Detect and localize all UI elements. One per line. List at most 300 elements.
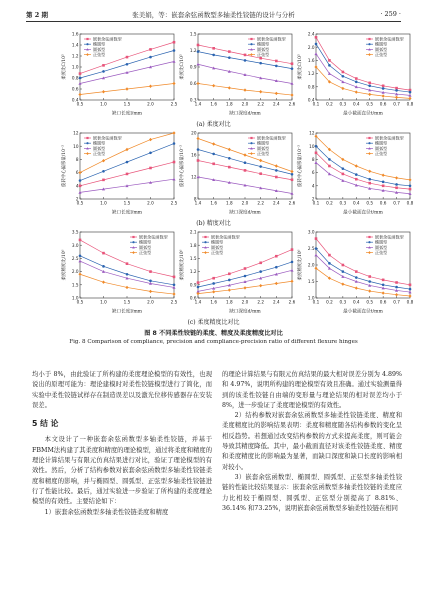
x-tick-label: 0.3	[339, 101, 347, 107]
data-point	[291, 62, 294, 65]
data-point	[382, 87, 385, 90]
y-tick-label: 3.5	[71, 229, 79, 235]
data-point	[275, 164, 278, 167]
data-point	[243, 153, 246, 156]
data-point	[315, 145, 318, 148]
y-tick-label: 2.0	[307, 262, 315, 268]
x-tick-label: 1.4	[194, 200, 202, 206]
data-point	[382, 174, 385, 177]
paragraph: 3）嵌套余弦函数型、椭圆型、圆弧型、正弦型多轴柔性铰链的性能比较结果显示：嵌套余弦函数型多轴柔性铰链的柔度应力比相较于椭圆型、圆弧型、正弦型分别提高了 8.81%、36.14% 和73.25%，说明嵌套余弦函数型多轴柔性铰链在相同	[222, 473, 402, 512]
data-point	[149, 56, 152, 59]
data-point	[315, 247, 318, 250]
legend-label: 圆弧型	[257, 145, 270, 151]
x-tick-label: 2.5	[170, 299, 178, 305]
figure-caption-zh: 图 8 不同柔性铰链的柔度、精度及柔度精度比对比	[144, 330, 283, 337]
y-axis-label: 柔度比C/10³	[298, 54, 303, 80]
x-tick-label: 1.5	[123, 101, 131, 107]
legend-label: 椭圆型	[375, 41, 388, 47]
legend-marker	[132, 241, 134, 243]
data-point	[315, 237, 318, 240]
data-point	[355, 173, 358, 176]
data-point	[126, 161, 129, 164]
y-tick-label: 4	[75, 183, 79, 189]
data-point	[368, 85, 371, 88]
legend-label: 椭圆型	[93, 41, 106, 47]
legend-marker	[368, 137, 370, 139]
data-point	[382, 291, 385, 294]
data-point	[212, 84, 215, 87]
legend-marker	[250, 137, 252, 139]
y-axis-label: 柔度精度比/10⁶	[62, 249, 67, 281]
legend-label: 圆弧型	[93, 46, 106, 52]
data-point	[368, 170, 371, 173]
y-tick-label: 10	[309, 143, 315, 149]
data-point	[409, 284, 412, 287]
data-point	[342, 264, 345, 267]
data-point	[328, 59, 331, 62]
y-tick-label: 1.8	[189, 242, 197, 248]
legend-label: 正弦型	[139, 250, 152, 256]
data-point	[228, 56, 231, 59]
data-point	[197, 286, 200, 289]
data-point	[78, 259, 81, 262]
data-point	[409, 185, 412, 188]
x-tick-label: 0.5	[76, 299, 84, 305]
data-point	[102, 64, 105, 67]
data-point	[395, 89, 398, 92]
data-point	[172, 60, 175, 63]
data-point	[341, 282, 344, 285]
data-point	[315, 43, 318, 46]
x-tick-label: 0.1	[312, 101, 320, 107]
data-point	[228, 148, 231, 151]
data-point	[228, 288, 231, 291]
y-tick-label: 12	[73, 130, 79, 136]
x-tick-label: 0.1	[312, 200, 320, 206]
data-point	[212, 282, 215, 285]
data-point	[126, 63, 129, 66]
chart-a3	[296, 30, 414, 118]
data-point	[275, 255, 278, 258]
x-axis-label: 缺口深度d/mm	[229, 309, 261, 315]
data-point	[102, 252, 105, 255]
x-tick-label: 0.8	[406, 299, 414, 305]
legend-label: 圆弧型	[211, 244, 224, 250]
data-point	[290, 93, 293, 96]
data-point	[228, 273, 231, 276]
paragraph: 均小于 8%，由此验证了所构建的柔度理论模型的有效性，也现说出的原理可能为：理论建模时对柔性铰链模型进行了简化，而实验中柔性铰链试样存在制造误差以及激光位移传感器存在安装误差。	[32, 371, 212, 409]
y-tick-label: 0.9	[189, 64, 197, 70]
data-point	[149, 138, 152, 141]
legend-label: 嵌套余弦函数型	[375, 234, 404, 240]
data-point	[102, 179, 105, 182]
data-point	[342, 75, 345, 78]
x-tick-label: 1.0	[100, 101, 107, 107]
data-point	[275, 169, 278, 172]
data-point	[408, 178, 411, 181]
legend-label: 椭圆型	[375, 140, 388, 146]
plot-frame	[198, 133, 292, 199]
data-point	[291, 248, 294, 251]
data-point	[149, 270, 152, 273]
data-point	[126, 173, 129, 176]
data-point	[395, 96, 398, 99]
y-tick-label: 1.4	[71, 42, 79, 48]
y-tick-label: 3.0	[71, 242, 79, 248]
x-tick-label: 2.5	[170, 101, 178, 107]
y-axis-label: 旋转中心偏移量/10⁻³	[180, 145, 185, 187]
data-point	[275, 60, 278, 63]
data-point	[212, 153, 215, 156]
x-axis-label: 最小截面直径t/mm	[343, 111, 383, 117]
data-point	[368, 178, 371, 181]
legend-label: 圆弧型	[375, 145, 388, 151]
page-number: · 259 ·	[380, 10, 401, 18]
x-axis-label: 缺口长度l/mm	[111, 111, 143, 117]
legend-label: 正弦型	[375, 52, 388, 58]
data-point	[75, 170, 81, 176]
chart-b1	[60, 129, 178, 217]
y-tick-label: 8	[311, 157, 315, 162]
data-point	[355, 90, 358, 93]
legend-marker	[368, 236, 370, 238]
data-point	[382, 94, 385, 97]
legend-label: 嵌套余弦函数型	[139, 234, 168, 240]
chart-b2	[178, 129, 296, 217]
x-tick-label: 2.0	[147, 200, 154, 206]
x-tick-label: 2.4	[272, 200, 280, 206]
data-point	[78, 93, 81, 96]
x-tick-label: 0.6	[379, 200, 387, 206]
legend-marker	[86, 142, 88, 144]
data-point	[228, 50, 231, 53]
section-heading: 5 结 论	[32, 419, 59, 429]
x-axis-label: 缺口长度l/mm	[111, 210, 143, 216]
x-tick-label: 2.5	[170, 200, 178, 206]
data-point	[244, 54, 247, 57]
data-point	[149, 85, 152, 88]
x-tick-label: 2.0	[147, 101, 154, 107]
x-tick-label: 2.6	[288, 200, 296, 206]
y-tick-label: 1.0	[71, 64, 79, 70]
data-point	[244, 59, 247, 62]
header-rule	[26, 21, 401, 22]
right-column	[222, 370, 402, 514]
paragraph: 的理论计算结果与有限元仿真结果的最大相对误差分别为 4.89% 和 4.97%，说明所构建的理论模型有效且准确。通过实验测量得到的该柔性铰链自由端的变形量与理论结果的相对误差均小于 8%，进一步验证了柔度理论模型的有效性。	[222, 371, 402, 409]
y-tick-label: 12	[309, 130, 315, 136]
y-tick-label: 1.5	[71, 282, 79, 288]
subcaption-a: (a) 柔度对比	[196, 121, 231, 128]
legend-label: 嵌套余弦函数型	[211, 234, 240, 240]
data-point	[259, 284, 262, 287]
data-point	[291, 261, 294, 264]
data-point	[355, 164, 358, 167]
x-tick-label: 0.7	[393, 200, 400, 206]
x-tick-label: 1.0	[100, 299, 107, 305]
subcaption-c: (c) 柔度精度比对比	[187, 319, 240, 326]
data-point	[290, 280, 293, 283]
paragraph: 2）结构参数对嵌套余弦函数型多轴柔性铰链柔度、精度和柔度精度比的影响结果表明：柔度和精度随各结构参数的变化呈相反趋势。若想通过改变结构参数的方式来提高柔度，则可能会导致其精度降低。其中，最小截面直径对该柔性铰链柔度、精度和柔度精度比的影响最为显著，而缺口深度和缺口长度的影响相对较小。	[222, 412, 402, 471]
data-point	[197, 148, 200, 151]
data-point	[355, 77, 358, 80]
data-point	[368, 93, 371, 96]
x-tick-label: 1.4	[194, 299, 202, 305]
y-tick-label: 1.2	[189, 48, 197, 54]
data-point	[173, 49, 176, 52]
chart-c3	[296, 228, 414, 316]
paragraph: 1）嵌套余弦函数型多轴柔性铰链柔度和精度	[44, 508, 169, 516]
legend-marker	[368, 241, 370, 243]
y-tick-label: 1.5	[189, 31, 197, 37]
x-tick-label: 1.6	[210, 200, 218, 206]
legend-marker	[250, 152, 253, 155]
y-tick-label: 0.6	[189, 81, 197, 87]
data-point	[409, 188, 412, 191]
data-point	[355, 276, 358, 279]
x-tick-label: 2.6	[288, 299, 296, 305]
data-point	[355, 178, 358, 181]
data-point	[409, 288, 412, 291]
data-point	[259, 172, 262, 175]
data-point	[79, 179, 82, 182]
legend-label: 椭圆型	[93, 140, 106, 146]
data-point	[173, 276, 176, 279]
data-point	[328, 158, 331, 161]
legend-label: 椭圆型	[257, 41, 270, 47]
data-point	[409, 91, 412, 94]
y-tick-label: 1.6	[307, 58, 315, 63]
data-point	[275, 65, 278, 68]
data-point	[212, 54, 215, 57]
legend-marker	[368, 152, 371, 155]
data-point	[212, 163, 215, 166]
legend-marker	[86, 137, 88, 139]
data-point	[212, 277, 215, 280]
data-point	[197, 281, 200, 284]
y-tick-label: 0.3	[189, 97, 197, 103]
data-point	[395, 286, 398, 289]
x-tick-label: 1.5	[123, 299, 131, 305]
subcaption-b: (b) 精度对比	[196, 220, 231, 227]
data-point	[172, 82, 175, 85]
chart-c1	[60, 228, 178, 316]
y-tick-label: 8	[75, 157, 79, 162]
legend-marker	[250, 142, 252, 144]
data-point	[314, 254, 317, 257]
x-tick-label: 0.5	[76, 200, 84, 206]
data-point	[382, 181, 385, 184]
legend-label: 圆弧型	[93, 145, 106, 151]
x-tick-label: 0.4	[352, 200, 360, 206]
chart-a2	[178, 30, 296, 118]
data-point	[79, 239, 82, 242]
legend-label: 椭圆型	[139, 239, 152, 245]
x-tick-label: 2.0	[147, 299, 154, 305]
data-point	[290, 170, 293, 173]
data-point	[79, 72, 82, 75]
x-tick-label: 0.6	[379, 299, 387, 305]
y-tick-label: 0.6	[189, 295, 197, 301]
data-point	[382, 284, 385, 287]
x-tick-label: 0.3	[339, 299, 347, 305]
legend-marker	[132, 236, 134, 238]
data-point	[259, 165, 262, 168]
x-tick-label: 0.2	[326, 299, 333, 305]
y-tick-label: 20	[191, 130, 197, 136]
data-point	[291, 67, 294, 70]
data-point	[368, 82, 371, 85]
y-tick-label: 1.2	[307, 71, 315, 77]
data-point	[355, 270, 358, 273]
figure-caption-en: Fig. 8 Comparison of compliance, precision and compliance-precision ratio of different flexure hinges	[69, 339, 358, 345]
y-tick-label: 2.0	[307, 44, 315, 50]
x-tick-label: 0.6	[379, 101, 387, 107]
data-point	[395, 87, 398, 90]
x-tick-label: 0.2	[326, 101, 333, 107]
y-tick-label: 1.6	[71, 31, 79, 37]
x-tick-label: 2.2	[257, 101, 265, 107]
legend-label: 椭圆型	[211, 239, 224, 245]
data-point	[244, 275, 247, 278]
data-point	[173, 161, 176, 164]
data-point	[243, 286, 246, 289]
data-point	[259, 159, 262, 162]
y-tick-label: 8	[193, 196, 197, 202]
x-tick-label: 1.6	[210, 299, 218, 305]
data-point	[275, 176, 278, 179]
data-point	[212, 47, 215, 50]
legend-label: 嵌套余弦函数型	[93, 36, 122, 42]
x-tick-label: 2.0	[241, 299, 249, 305]
x-tick-label: 0.4	[352, 101, 360, 107]
data-point	[382, 279, 385, 282]
y-tick-label: 2.5	[71, 256, 79, 261]
x-tick-label: 0.5	[76, 101, 84, 107]
data-point	[126, 273, 129, 276]
y-tick-label: 1.5	[307, 279, 315, 285]
y-tick-label: 2.5	[307, 246, 315, 252]
data-point	[259, 90, 262, 93]
data-point	[149, 280, 152, 283]
x-tick-label: 2.6	[288, 101, 296, 107]
y-axis-label: 柔度精度比/10⁶	[298, 249, 303, 281]
running-title: 张美娟，等：嵌套余弦函数型多轴柔性铰链的设计与分析	[132, 11, 295, 19]
legend-label: 正弦型	[375, 151, 388, 157]
data-point	[259, 62, 262, 65]
data-point	[259, 270, 262, 273]
x-tick-label: 1.8	[225, 101, 233, 107]
data-point	[368, 182, 371, 185]
legend-label: 嵌套余弦函数型	[93, 135, 122, 141]
legend-marker	[368, 251, 371, 254]
data-point	[291, 178, 294, 181]
data-point	[228, 157, 231, 160]
data-point	[228, 279, 231, 282]
data-point	[341, 87, 344, 90]
x-tick-label: 0.5	[366, 101, 374, 107]
data-point	[291, 173, 294, 176]
y-tick-label: 1.2	[189, 269, 197, 275]
x-tick-label: 2.4	[272, 299, 280, 305]
x-tick-label: 1.4	[194, 101, 202, 107]
series-line	[316, 136, 410, 180]
x-tick-label: 0.5	[366, 299, 374, 305]
y-tick-label: 16	[191, 152, 197, 158]
legend-marker	[86, 38, 88, 40]
y-tick-label: 1.0	[307, 295, 315, 301]
data-point	[328, 262, 331, 265]
data-point	[328, 165, 331, 168]
left-column	[32, 370, 212, 518]
x-tick-label: 0.8	[406, 200, 414, 206]
legend-marker	[250, 53, 253, 56]
legend-label: 正弦型	[211, 250, 224, 256]
legend-label: 圆弧型	[257, 46, 270, 52]
legend-marker	[250, 43, 252, 45]
legend-label: 圆弧型	[375, 46, 388, 52]
legend-marker	[204, 251, 207, 254]
y-axis-label: 柔度比C/10³	[180, 54, 185, 80]
data-point	[395, 183, 398, 186]
data-point	[395, 176, 398, 179]
data-point	[341, 275, 344, 278]
x-tick-label: 2.0	[241, 101, 249, 107]
legend-label: 圆弧型	[139, 244, 152, 250]
data-point	[315, 152, 318, 155]
data-point	[408, 294, 411, 297]
data-point	[314, 52, 317, 55]
y-tick-label: 0.8	[307, 84, 315, 90]
series-line	[316, 44, 410, 92]
legend-marker	[86, 53, 89, 56]
x-tick-label: 0.7	[393, 101, 400, 107]
legend-marker	[368, 53, 371, 56]
y-tick-label: 0.4	[307, 97, 315, 103]
data-point	[196, 137, 199, 140]
x-tick-label: 0.1	[312, 299, 320, 305]
legend-label: 正弦型	[93, 151, 106, 157]
y-tick-label: 0.6	[71, 86, 79, 92]
y-tick-label: 3.0	[307, 229, 315, 235]
y-axis-label: 旋转中心偏移量/10⁻³	[62, 145, 67, 187]
y-tick-label: 6	[75, 170, 79, 176]
data-point	[408, 97, 411, 100]
data-point	[172, 292, 175, 295]
legend-label: 圆弧型	[375, 244, 388, 250]
legend-label: 嵌套余弦函数型	[257, 36, 286, 42]
data-point	[341, 80, 344, 83]
data-point	[125, 286, 128, 289]
data-point	[315, 36, 318, 39]
legend-label: 嵌套余弦函数型	[257, 135, 286, 141]
legend-label: 正弦型	[375, 250, 388, 256]
data-point	[102, 170, 105, 173]
x-tick-label: 1.8	[225, 200, 233, 206]
data-point	[228, 166, 231, 169]
data-point	[395, 281, 398, 284]
legend-marker	[86, 43, 88, 45]
y-tick-label: 2	[311, 196, 315, 202]
data-point	[244, 161, 247, 164]
data-point	[125, 148, 128, 151]
data-point	[102, 90, 105, 93]
data-point	[342, 270, 345, 273]
y-tick-label: 0.4	[71, 97, 79, 103]
x-tick-label: 2.4	[272, 101, 280, 107]
x-tick-label: 1.6	[210, 101, 218, 107]
x-axis-label: 缺口深度d/mm	[229, 111, 261, 117]
y-axis-label: 旋转中心偏移量/10⁻³	[298, 145, 303, 187]
